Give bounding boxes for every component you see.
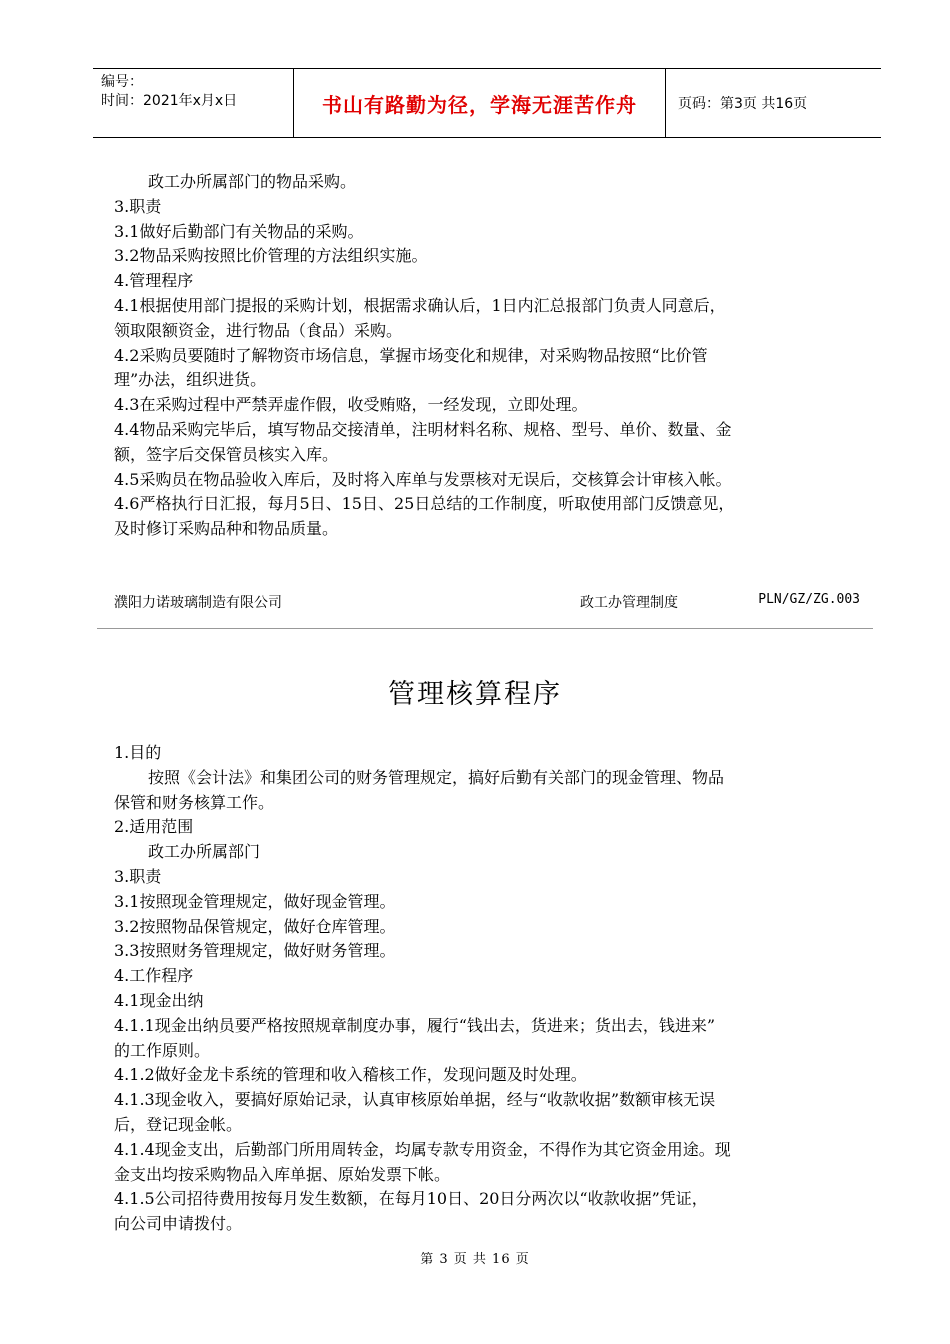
paragraph: 3.2物品采购按照比价管理的方法组织实施。 bbox=[114, 246, 428, 266]
paragraph: 政工办所属部门 bbox=[148, 842, 261, 862]
section-footer bbox=[114, 592, 860, 612]
system-name: 政工办管理制度 bbox=[580, 595, 678, 611]
paragraph: 4.4物品采购完毕后，填写物品交接清单，注明材料名称、规格、型号、单价、数量、金 bbox=[114, 419, 732, 439]
heading-responsibilities: 3.职责 bbox=[114, 866, 162, 886]
time-label: 时间：2021年x月x日 bbox=[101, 93, 238, 109]
company-name: 濮阳力诺玻璃制造有限公司 bbox=[114, 595, 282, 611]
header-slogan: 书山有路勤为径，学海无涯苦作舟 bbox=[293, 69, 666, 137]
paragraph: 4.1根据使用部门提报的采购计划，根据需求确认后，1日内汇总报部门负责人同意后， bbox=[114, 295, 726, 315]
paragraph: 4.6严格执行日汇报，每月5日、15日、25日总结的工作制度，听取使用部门反馈意见， bbox=[114, 494, 735, 514]
serial-number-label: 编号： bbox=[101, 74, 143, 90]
header-meta bbox=[93, 69, 293, 137]
paragraph: 领取限额资金，进行物品（食品）采购。 bbox=[114, 320, 403, 340]
paragraph: 3.1按照现金管理规定，做好现金管理。 bbox=[114, 891, 396, 911]
heading-work-procedure: 4.工作程序 bbox=[114, 966, 194, 986]
paragraph: 金支出均按采购物品入库单据、原始发票下帐。 bbox=[114, 1164, 451, 1184]
paragraph: 4.1.5公司招待费用按每月发生数额，在每月10日、20日分两次以“收款收据”凭证， bbox=[114, 1189, 708, 1209]
heading-cash-cashier: 4.1现金出纳 bbox=[114, 990, 204, 1010]
paragraph: 后，登记现金帐。 bbox=[114, 1114, 243, 1134]
divider bbox=[97, 628, 873, 629]
paragraph: 的工作原则。 bbox=[114, 1040, 211, 1060]
page-title: 管理核算程序 bbox=[388, 679, 562, 710]
paragraph: 4.3在采购过程中严禁弄虚作假，收受贿赂，一经发现，立即处理。 bbox=[114, 395, 588, 415]
paragraph: 4.1.1现金出纳员要严格按照规章制度办事，履行“钱出去，货进来；货出去，钱进来” bbox=[114, 1015, 716, 1035]
heading-responsibilities: 3.职责 bbox=[114, 196, 162, 216]
paragraph: 政工办所属部门的物品采购。 bbox=[148, 172, 357, 191]
paragraph: 保管和财务核算工作。 bbox=[114, 792, 275, 812]
paragraph: 4.1.2做好金龙卡系统的管理和收入稽核工作，发现问题及时处理。 bbox=[114, 1065, 587, 1085]
paragraph: 额，签字后交保管员核实入库。 bbox=[114, 444, 339, 464]
paragraph: 向公司申请拨付。 bbox=[114, 1214, 243, 1234]
heading-management-procedure: 4.管理程序 bbox=[114, 271, 194, 291]
paragraph: 4.1.4现金支出，后勤部门所用周转金，均属专款专用资金，不得作为其它资金用途。现 bbox=[114, 1139, 731, 1159]
paragraph: 4.1.3现金收入，要搞好原始记录，认真审核原始单据，经与“收款收据”数额审核无误 bbox=[114, 1090, 716, 1110]
paragraph: 3.1做好后勤部门有关物品的采购。 bbox=[114, 221, 364, 241]
paragraph: 3.3按照财务管理规定，做好财务管理。 bbox=[114, 941, 396, 961]
header-page-label: 页码：第3页 共16页 bbox=[678, 96, 808, 112]
paragraph: 及时修订采购品种和物品质量。 bbox=[114, 519, 339, 539]
paragraph: 3.2按照物品保管规定，做好仓库管理。 bbox=[114, 916, 396, 936]
heading-purpose: 1.目的 bbox=[114, 743, 162, 762]
document-header bbox=[93, 68, 881, 138]
paragraph: 按照《会计法》和集团公司的财务管理规定，搞好后勤有关部门的现金管理、物品 bbox=[148, 767, 725, 787]
page-number: 第 3 页 共 16 页 bbox=[420, 1252, 530, 1267]
heading-scope: 2.适用范围 bbox=[114, 817, 194, 837]
paragraph: 4.2采购员要随时了解物资市场信息，掌握市场变化和规律，对采购物品按照“比价管 bbox=[114, 345, 708, 365]
document-code: PLN/GZ/ZG.003 bbox=[758, 592, 860, 607]
paragraph: 理”办法，组织进货。 bbox=[114, 370, 267, 390]
paragraph: 4.5采购员在物品验收入库后，及时将入库单与发票核对无误后，交核算会计审核入帐。 bbox=[114, 469, 732, 489]
accounting-section bbox=[114, 741, 860, 1237]
procurement-section bbox=[114, 170, 860, 542]
